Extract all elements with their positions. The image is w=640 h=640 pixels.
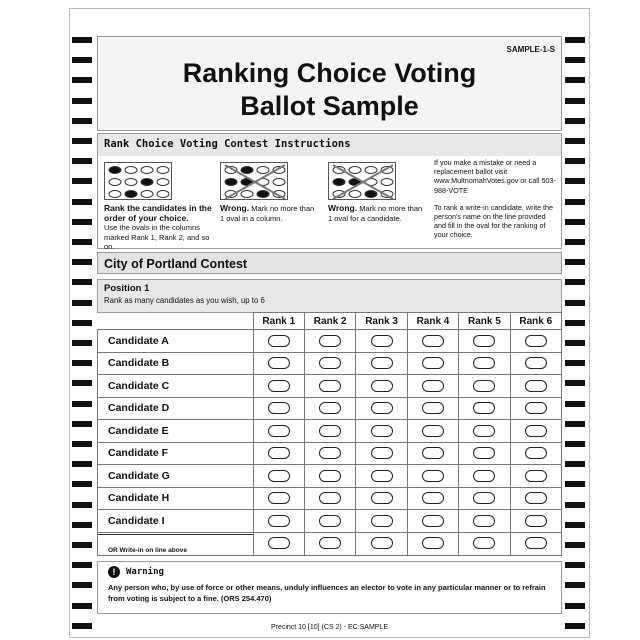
timing-mark: [72, 219, 92, 225]
timing-mark: [72, 239, 92, 245]
rank-header-row: [98, 313, 562, 330]
rank-oval[interactable]: [371, 335, 393, 347]
rank-oval[interactable]: [371, 492, 393, 504]
rank-oval[interactable]: [473, 515, 495, 527]
rank-oval[interactable]: [422, 492, 444, 504]
writein-rank-oval[interactable]: [525, 537, 547, 549]
timing-mark: [72, 98, 92, 104]
position-title: Position 1: [104, 283, 150, 294]
timing-mark: [565, 522, 585, 528]
timing-mark: [565, 259, 585, 265]
rank-oval[interactable]: [422, 425, 444, 437]
candidate-name: Candidate H: [98, 487, 254, 510]
timing-marks-right: [565, 9, 587, 639]
candidate-row: [98, 375, 562, 398]
timing-mark: [565, 542, 585, 548]
rank-oval[interactable]: [422, 402, 444, 414]
timing-mark: [72, 279, 92, 285]
candidate-row: [98, 330, 562, 353]
rank-oval[interactable]: [371, 357, 393, 369]
timing-mark: [72, 380, 92, 386]
help-writein: To rank a write-in candidate, write the person's name on the line provided and fill in the oval for the ranking of your choice.: [434, 202, 554, 240]
rank-header: Rank 2: [305, 313, 356, 330]
example-wrong-candidate-image: [328, 162, 396, 200]
rank-oval[interactable]: [268, 515, 290, 527]
rank-oval[interactable]: [268, 492, 290, 504]
timing-mark: [72, 138, 92, 144]
writein-rank-oval[interactable]: [268, 537, 290, 549]
writein-rank-oval[interactable]: [371, 537, 393, 549]
writein-row: [98, 532, 562, 555]
timing-mark: [72, 178, 92, 184]
writein-rank-oval[interactable]: [319, 537, 341, 549]
timing-mark: [565, 340, 585, 346]
example-wrong-column: [220, 162, 318, 223]
writein-label[interactable]: OR Write-in on line above: [98, 534, 253, 554]
timing-mark: [565, 502, 585, 508]
timing-mark: [72, 300, 92, 306]
rank-oval[interactable]: [268, 470, 290, 482]
rank-oval[interactable]: [473, 357, 495, 369]
rank-oval[interactable]: [371, 380, 393, 392]
candidate-row: [98, 420, 562, 443]
rank-oval[interactable]: [319, 357, 341, 369]
timing-mark: [72, 118, 92, 124]
help-replacement: If you make a mistake or need a replacement ballot visit www.MultnomahVotes.gov or call 503-988-VOTE: [434, 158, 556, 195]
timing-mark: [565, 178, 585, 184]
timing-mark: [72, 582, 92, 588]
timing-mark: [565, 98, 585, 104]
example2-text: Mark no more than 1 oval in a column.: [220, 204, 315, 223]
timing-mark: [72, 340, 92, 346]
warning-text: Any person who, by use of force or other means, unduly influences an elector to vote in any particular manner or to refrain from voting is subject to a fine. (ORS 254.470): [108, 583, 546, 603]
rank-oval[interactable]: [473, 447, 495, 459]
timing-mark: [72, 320, 92, 326]
ballot-header: [97, 36, 562, 131]
candidate-row: [98, 487, 562, 510]
rank-oval[interactable]: [525, 335, 547, 347]
rank-oval[interactable]: [319, 380, 341, 392]
rank-oval[interactable]: [268, 402, 290, 414]
rank-oval[interactable]: [525, 357, 547, 369]
example1-bold: Rank the candidates in the order of your choice.: [104, 203, 212, 223]
rank-oval[interactable]: [371, 470, 393, 482]
position-subtitle: Rank as many candidates as you wish, up to 6: [104, 296, 265, 305]
rank-oval[interactable]: [371, 402, 393, 414]
timing-mark: [72, 77, 92, 83]
rank-oval[interactable]: [473, 492, 495, 504]
timing-mark: [565, 138, 585, 144]
rank-oval[interactable]: [473, 470, 495, 482]
rank-oval[interactable]: [268, 380, 290, 392]
example3-text: Mark no more than 1 oval for a candidate.: [328, 204, 423, 223]
rank-header-blank: [98, 313, 254, 330]
rank-oval[interactable]: [319, 470, 341, 482]
rank-oval[interactable]: [319, 447, 341, 459]
candidate-name: Candidate C: [98, 375, 254, 398]
timing-mark: [565, 603, 585, 609]
rank-oval[interactable]: [268, 447, 290, 459]
timing-mark: [565, 562, 585, 568]
example-correct-image: [104, 162, 172, 200]
rank-oval[interactable]: [319, 492, 341, 504]
rank-header: Rank 4: [407, 313, 458, 330]
candidate-name: Candidate A: [98, 330, 254, 353]
timing-mark: [565, 401, 585, 407]
timing-mark: [565, 461, 585, 467]
ballot-paper: [69, 8, 590, 638]
rank-oval[interactable]: [525, 492, 547, 504]
rank-oval[interactable]: [422, 335, 444, 347]
rank-oval[interactable]: [473, 425, 495, 437]
timing-mark: [565, 441, 585, 447]
candidate-name: Candidate E: [98, 420, 254, 443]
rank-oval[interactable]: [319, 402, 341, 414]
timing-mark: [72, 199, 92, 205]
exclamation-icon: !: [108, 566, 120, 578]
rank-header: Rank 1: [253, 313, 304, 330]
timing-mark: [565, 77, 585, 83]
timing-mark: [72, 562, 92, 568]
rank-oval[interactable]: [319, 425, 341, 437]
rank-oval[interactable]: [319, 515, 341, 527]
candidate-row: [98, 442, 562, 465]
timing-mark: [72, 259, 92, 265]
precinct-footer: Precinct 10 [10] (CS 2) - EC:SAMPLE: [270, 624, 389, 631]
rank-oval[interactable]: [525, 515, 547, 527]
rank-oval[interactable]: [422, 515, 444, 527]
rank-oval[interactable]: [371, 425, 393, 437]
rank-oval[interactable]: [371, 515, 393, 527]
writein-rank-oval[interactable]: [422, 537, 444, 549]
rank-header: Rank 6: [510, 313, 561, 330]
warning-panel: [97, 561, 562, 614]
ballot-table: [97, 312, 562, 556]
timing-mark: [565, 199, 585, 205]
candidate-name: Candidate G: [98, 465, 254, 488]
timing-mark: [565, 118, 585, 124]
rank-oval[interactable]: [525, 380, 547, 392]
position-header: [97, 279, 562, 313]
timing-mark: [72, 421, 92, 427]
timing-mark: [565, 239, 585, 245]
sample-id: SAMPLE-1-S: [506, 45, 555, 54]
timing-mark: [565, 279, 585, 285]
timing-mark: [72, 401, 92, 407]
timing-mark: [565, 582, 585, 588]
timing-mark: [72, 603, 92, 609]
example-wrong-column-image: [220, 162, 288, 200]
candidate-name: Candidate D: [98, 397, 254, 420]
candidate-row: [98, 510, 562, 533]
timing-marks-left: [72, 9, 94, 639]
timing-mark: [72, 623, 92, 629]
timing-mark: [72, 542, 92, 548]
candidate-row: [98, 352, 562, 375]
example-correct: [104, 162, 214, 252]
timing-mark: [72, 522, 92, 528]
example-wrong-candidate: [328, 162, 428, 223]
example2-bold: Wrong.: [220, 203, 250, 213]
writein-rank-oval[interactable]: [473, 537, 495, 549]
timing-mark: [72, 502, 92, 508]
rank-oval[interactable]: [268, 335, 290, 347]
timing-mark: [565, 57, 585, 63]
timing-mark: [565, 320, 585, 326]
timing-mark: [565, 219, 585, 225]
timing-mark: [565, 481, 585, 487]
timing-mark: [72, 441, 92, 447]
instructions-heading: Rank Choice Voting Contest Instructions: [98, 134, 561, 156]
contest-title: City of Portland Contest: [97, 252, 562, 274]
title-line-2: Ballot Sample: [240, 91, 419, 121]
rank-oval[interactable]: [525, 402, 547, 414]
help-text: [434, 158, 559, 248]
candidate-name: Candidate I: [98, 510, 254, 533]
rank-oval[interactable]: [268, 425, 290, 437]
timing-mark: [565, 158, 585, 164]
example3-bold: Wrong.: [328, 203, 358, 213]
rank-oval[interactable]: [525, 447, 547, 459]
rank-oval[interactable]: [268, 357, 290, 369]
candidate-name: Candidate F: [98, 442, 254, 465]
timing-mark: [72, 57, 92, 63]
rank-oval[interactable]: [525, 470, 547, 482]
candidate-row: [98, 397, 562, 420]
instructions-panel: [97, 133, 562, 249]
timing-mark: [72, 37, 92, 43]
rank-oval[interactable]: [473, 335, 495, 347]
warning-heading: Warning: [126, 567, 164, 577]
candidate-name: Candidate B: [98, 352, 254, 375]
rank-oval[interactable]: [422, 380, 444, 392]
rank-oval[interactable]: [422, 447, 444, 459]
title-line-1: Ranking Choice Voting: [182, 58, 477, 88]
timing-mark: [565, 421, 585, 427]
rank-oval[interactable]: [422, 470, 444, 482]
rank-oval[interactable]: [422, 357, 444, 369]
timing-mark: [72, 360, 92, 366]
timing-mark: [72, 461, 92, 467]
rank-oval[interactable]: [319, 335, 341, 347]
timing-mark: [72, 158, 92, 164]
timing-mark: [565, 380, 585, 386]
timing-mark: [565, 623, 585, 629]
ballot-title: [98, 57, 561, 123]
rank-header: Rank 3: [356, 313, 407, 330]
timing-mark: [565, 37, 585, 43]
rank-oval[interactable]: [525, 425, 547, 437]
rank-oval[interactable]: [371, 447, 393, 459]
timing-mark: [565, 360, 585, 366]
rank-header: Rank 5: [459, 313, 510, 330]
timing-mark: [72, 481, 92, 487]
timing-mark: [565, 300, 585, 306]
rank-oval[interactable]: [473, 402, 495, 414]
example1-text: Use the ovals in the columns marked Rank 1, Rank 2, and so on.: [104, 223, 210, 251]
candidate-row: [98, 465, 562, 488]
rank-oval[interactable]: [473, 380, 495, 392]
